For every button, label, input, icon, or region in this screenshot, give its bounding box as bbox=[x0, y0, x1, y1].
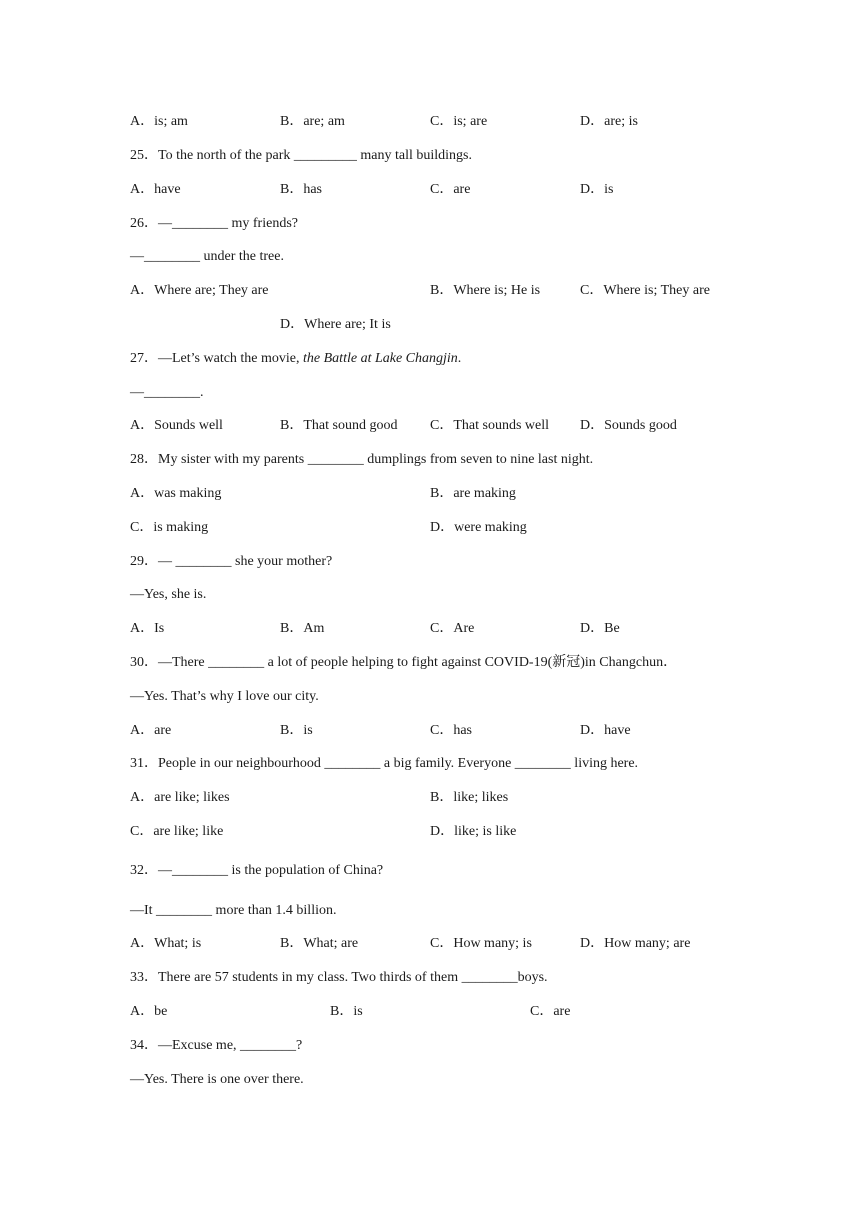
option-d: D．Be bbox=[580, 621, 620, 636]
option-c: C．has bbox=[430, 723, 472, 738]
option-b: B．like; likes bbox=[430, 790, 509, 805]
option-a: A．have bbox=[130, 182, 181, 197]
q26-stem: 26．—________ my friends? bbox=[130, 216, 298, 231]
option-a: A．is; am bbox=[130, 114, 188, 129]
q28-stem: 28．My sister with my parents ________ dumplings from seven to nine last night. bbox=[130, 452, 594, 467]
q31-stem: 31．People in our neighbourhood ________ a big family. Everyone ________ living here. bbox=[130, 756, 639, 771]
option-b: B．has bbox=[280, 182, 322, 197]
option-c: C．are like; like bbox=[130, 824, 224, 839]
option-d: D．is bbox=[580, 182, 614, 197]
option-a: A．be bbox=[130, 1004, 168, 1019]
q33-stem: 33．There are 57 students in my class. Two thirds of them ________boys. bbox=[130, 970, 548, 985]
option-a: A．Sounds well bbox=[130, 418, 223, 433]
q30-stem: 30．—There ________ a lot of people helping to fight against COVID-19(新冠)in Changchun． bbox=[130, 655, 678, 670]
option-a: A．What; is bbox=[130, 936, 202, 951]
q34-response: —Yes. There is one over there. bbox=[130, 1072, 304, 1087]
movie-title: the Battle at Lake Changjin bbox=[303, 351, 458, 366]
option-d: D．were making bbox=[430, 520, 527, 535]
option-c: C．are bbox=[430, 182, 471, 197]
q32-response: —It ________ more than 1.4 billion. bbox=[130, 903, 337, 918]
q26-response: —________ under the tree. bbox=[130, 249, 284, 264]
option-a: A．was making bbox=[130, 486, 222, 501]
option-d: D．How many; are bbox=[580, 936, 691, 951]
option-b: B．are making bbox=[430, 486, 516, 501]
option-a: A．are like; likes bbox=[130, 790, 230, 805]
option-c: C．is making bbox=[130, 520, 209, 535]
option-c: C．Where is; They are bbox=[580, 283, 710, 298]
option-b: B．are; am bbox=[280, 114, 345, 129]
option-b: B．What; are bbox=[280, 936, 359, 951]
option-b: B．Where is; He is bbox=[430, 283, 541, 298]
q26-option-d-line bbox=[280, 316, 391, 334]
q25-stem: 25．To the north of the park _________ many tall buildings. bbox=[130, 148, 472, 163]
q27-response: —________. bbox=[130, 385, 204, 400]
option-c: C．That sounds well bbox=[430, 418, 549, 433]
option-a: A．Is bbox=[130, 621, 165, 636]
q34-stem: 34．—Excuse me, ________? bbox=[130, 1038, 303, 1053]
option-d: D．Sounds good bbox=[580, 418, 677, 433]
option-d: D．have bbox=[580, 723, 631, 738]
option-c: C．Are bbox=[430, 621, 475, 636]
option-b: B．Am bbox=[280, 621, 325, 636]
option-b: B．is bbox=[280, 723, 313, 738]
option-d: D．Where are; It is bbox=[280, 317, 391, 332]
option-a: A．Where are; They are bbox=[130, 283, 269, 298]
q29-response: —Yes, she is. bbox=[130, 587, 207, 602]
option-d: D．like; is like bbox=[430, 824, 517, 839]
option-b: B．is bbox=[330, 1004, 363, 1019]
option-a: A．are bbox=[130, 723, 172, 738]
option-c: C．How many; is bbox=[430, 936, 532, 951]
q27-stem: 27．—Let’s watch the movie, the Battle at Lake Changjin. bbox=[130, 351, 462, 366]
q32-stem: 32．—________ is the population of China? bbox=[130, 863, 384, 878]
option-c: C．is; are bbox=[430, 114, 488, 129]
q29-stem: 29．— ________ she your mother? bbox=[130, 554, 333, 569]
option-b: B．That sound good bbox=[280, 418, 398, 433]
option-d: D．are; is bbox=[580, 114, 638, 129]
q30-response: —Yes. That’s why I love our city. bbox=[130, 689, 319, 704]
option-c: C．are bbox=[530, 1004, 571, 1019]
